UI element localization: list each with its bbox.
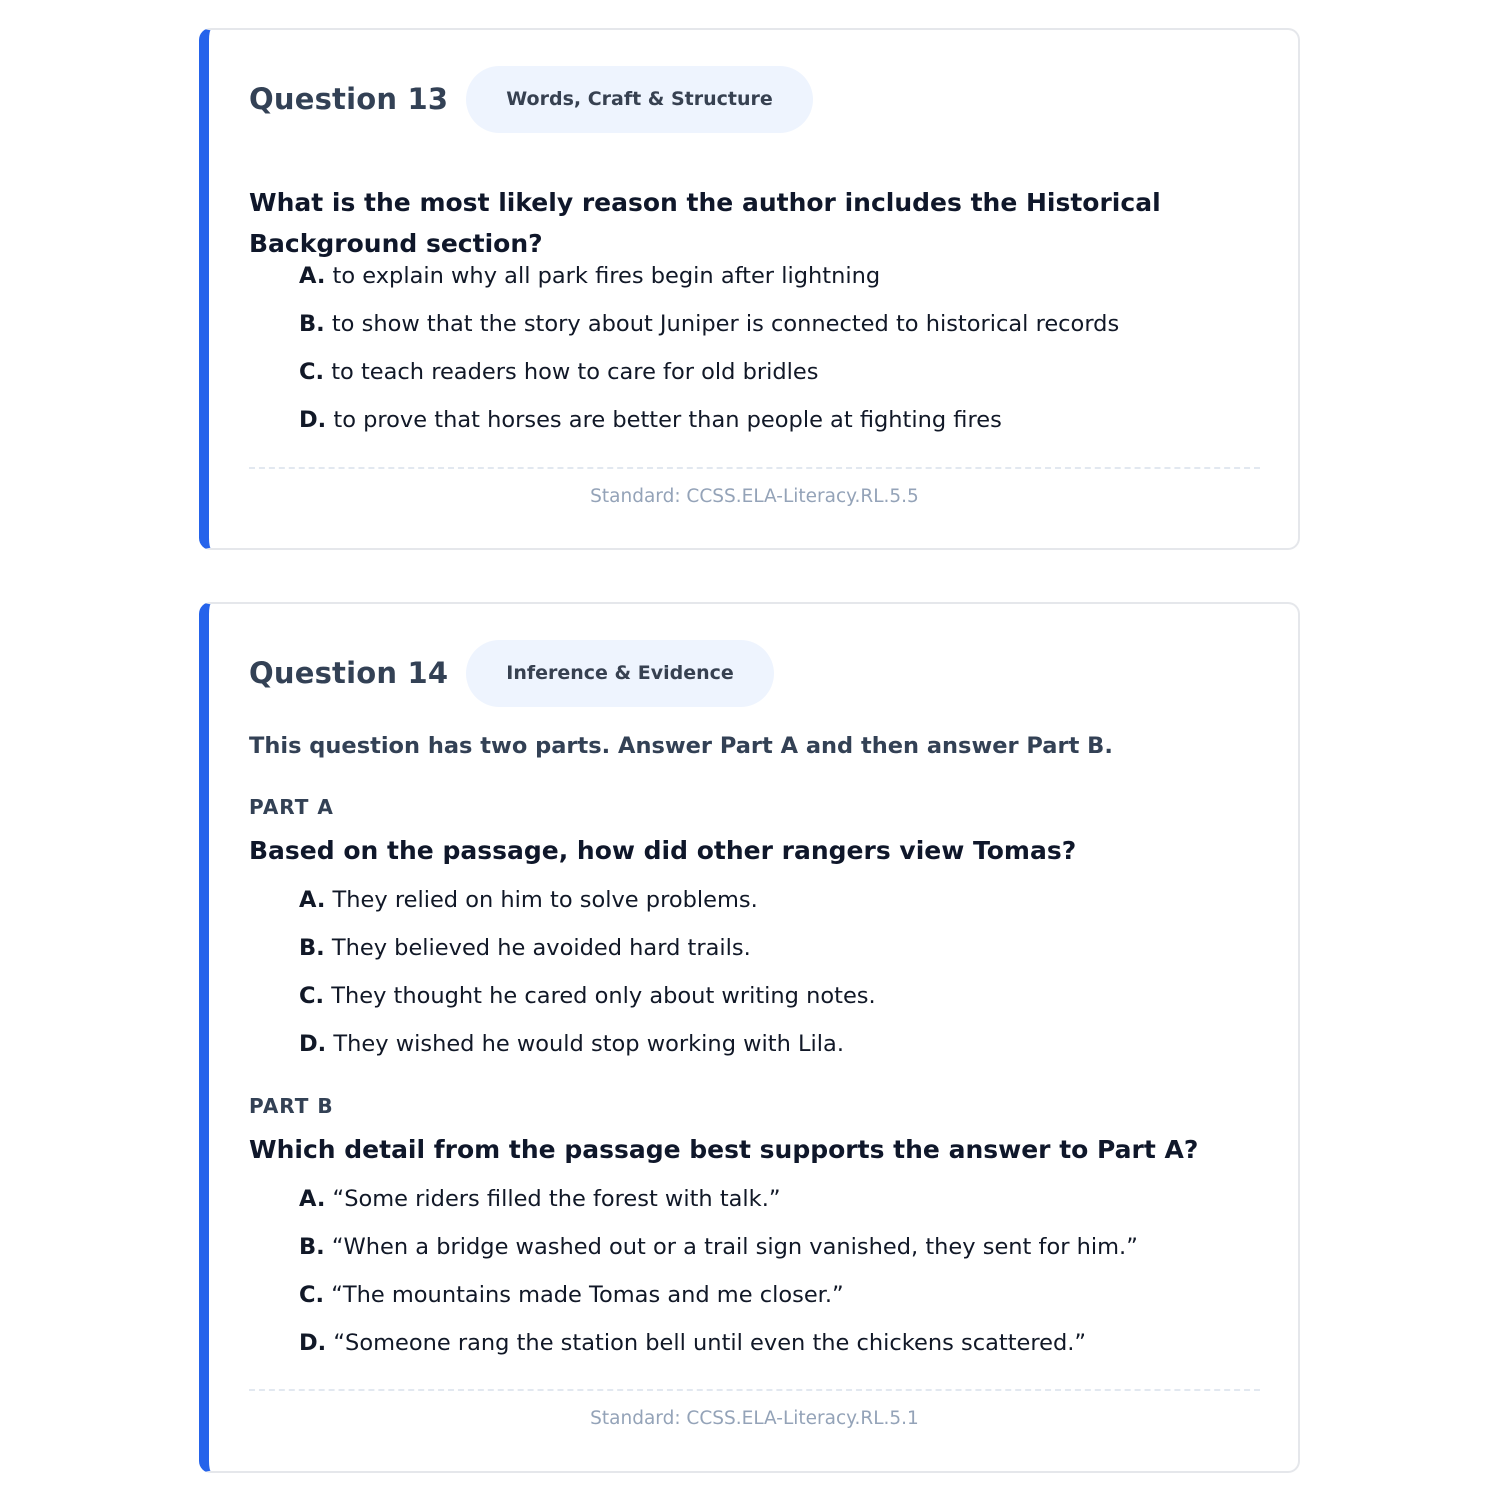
answer-option-a[interactable] — [299, 1175, 1260, 1223]
question-title: Question 14 — [249, 656, 449, 690]
answer-option-a[interactable] — [299, 876, 1260, 924]
category-badge: Words, Craft & Structure — [466, 66, 813, 133]
part-b-label: PART B — [249, 1094, 334, 1118]
question-card — [199, 28, 1300, 550]
part-a-options — [299, 876, 1260, 1068]
category-badge: Inference & Evidence — [466, 640, 774, 707]
answer-option-b[interactable] — [299, 924, 1260, 972]
option-letter: C. — [299, 983, 325, 1009]
part-b-stem: Which detail from the passage best supports the answer to Part A? — [249, 1135, 1199, 1164]
question-stem: What is the most likely reason the author includes the Historical Background section? — [249, 188, 1161, 258]
option-letter: C. — [299, 1282, 325, 1308]
answer-option-d[interactable] — [299, 1319, 1260, 1367]
part-a-stem: Based on the passage, how did other rangers view Tomas? — [249, 836, 1077, 865]
answer-option-c[interactable] — [299, 1271, 1260, 1319]
option-text: They wished he would stop working with Lila. — [333, 1031, 844, 1057]
answer-option-a[interactable] — [299, 252, 1260, 300]
option-text: to show that the story about Juniper is connected to historical records — [331, 311, 1120, 337]
answer-option-b[interactable] — [299, 300, 1260, 348]
answer-option-c[interactable] — [299, 972, 1260, 1020]
option-letter: D. — [299, 1330, 327, 1356]
answer-option-d[interactable] — [299, 396, 1260, 444]
option-letter: B. — [299, 1234, 325, 1260]
answer-option-c[interactable] — [299, 348, 1260, 396]
standard-label: Standard: CCSS.ELA-Literacy.RL.5.1 — [590, 1408, 919, 1429]
option-letter: A. — [299, 1186, 326, 1212]
option-letter: D. — [299, 1031, 327, 1057]
question-header — [249, 65, 813, 133]
option-text: to teach readers how to care for old bridles — [331, 359, 819, 385]
answer-option-b[interactable] — [299, 1223, 1260, 1271]
divider — [249, 1389, 1260, 1391]
option-text: They relied on him to solve problems. — [332, 887, 758, 913]
question-card — [199, 602, 1300, 1473]
option-text: They believed he avoided hard trails. — [331, 935, 751, 961]
option-letter: C. — [299, 359, 325, 385]
divider — [249, 467, 1260, 469]
part-b-options — [299, 1175, 1260, 1367]
question-title: Question 13 — [249, 82, 449, 116]
option-letter: A. — [299, 887, 326, 913]
option-letter: B. — [299, 935, 325, 961]
option-text: “Someone rang the station bell until even the chickens scattered.” — [333, 1330, 1087, 1356]
option-text: to explain why all park fires begin after lightning — [332, 263, 881, 289]
question-intro: This question has two parts. Answer Part A and then answer Part B. — [249, 733, 1113, 759]
standard-label: Standard: CCSS.ELA-Literacy.RL.5.5 — [590, 486, 919, 507]
option-text: “Some riders filled the forest with talk.” — [332, 1186, 781, 1212]
question-header — [249, 639, 774, 707]
part-a-label: PART A — [249, 795, 334, 819]
answer-options — [299, 252, 1260, 444]
option-text: They thought he cared only about writing notes. — [331, 983, 876, 1009]
option-letter: D. — [299, 407, 327, 433]
option-letter: B. — [299, 311, 325, 337]
option-text: “The mountains made Tomas and me closer.” — [331, 1282, 844, 1308]
answer-option-d[interactable] — [299, 1020, 1260, 1068]
option-text: “When a bridge washed out or a trail sign vanished, they sent for him.” — [331, 1234, 1138, 1260]
option-letter: A. — [299, 263, 326, 289]
option-text: to prove that horses are better than people at fighting fires — [333, 407, 1002, 433]
